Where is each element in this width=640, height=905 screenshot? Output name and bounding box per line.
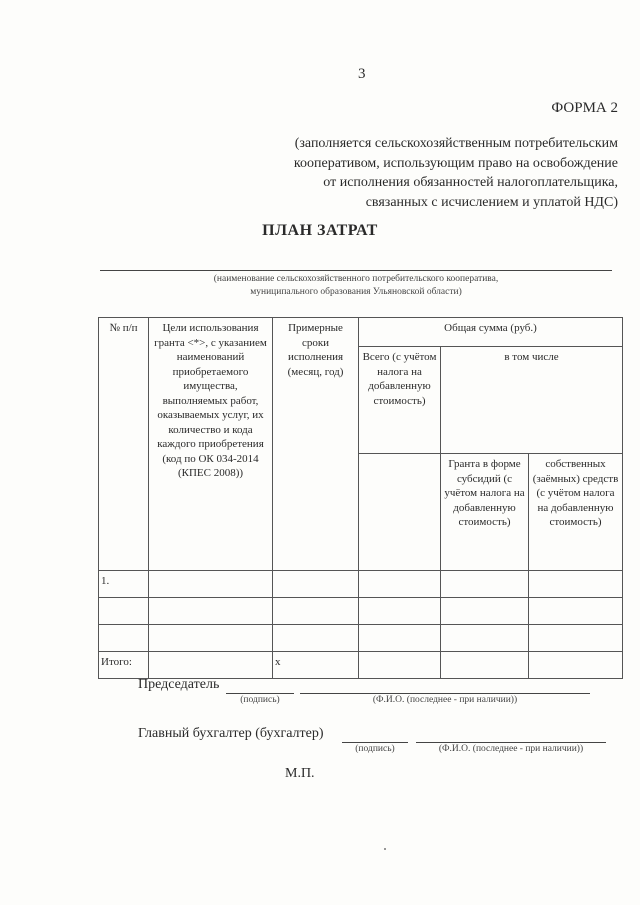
chairman-signature-caption: (подпись) (240, 695, 280, 705)
table-cell[interactable] (149, 652, 273, 679)
header-total: Всего (с учётом налога на добавленную стоимость) (359, 347, 441, 454)
caption-line: (наименование сельскохозяйственного потребительского кооператива, (213, 274, 499, 284)
header-terms: Примерные сроки исполнения (месяц, год) (273, 318, 359, 571)
table-cell[interactable] (273, 598, 359, 625)
table-cell[interactable] (529, 571, 623, 598)
table-cell[interactable] (441, 625, 529, 652)
table-cell[interactable] (529, 598, 623, 625)
table-cell[interactable] (149, 598, 273, 625)
table-cell[interactable] (441, 598, 529, 625)
table-total-row (99, 652, 623, 679)
table-cell[interactable] (441, 652, 529, 679)
header-own-funds: собственных (заёмных) средств (с учётом налога на добавленную стоимость) (529, 454, 623, 571)
accountant-name-line[interactable] (416, 742, 606, 743)
page-title: ПЛАН ЗАТРАТ (262, 222, 378, 239)
cooperative-name-line[interactable] (100, 270, 612, 271)
header-purpose: Цели использования гранта <*>, с указанием наименований приобретаемого имущества, выполняемых работ, оказываемых услуг, их количество и кода каждого приобретения (код по ОК 034-2014 (КПЕС 2008)) (149, 318, 273, 571)
chairman-signature-line[interactable] (226, 693, 294, 694)
header-total-sum: Общая сумма (руб.) (359, 318, 623, 347)
header-number: № п/п (99, 318, 149, 571)
total-label: Итого: (99, 652, 149, 679)
table-cell[interactable] (149, 571, 273, 598)
accountant-name-caption: (Ф.И.О. (последнее - при наличии)) (438, 744, 584, 754)
table-row (99, 625, 623, 652)
table-cell[interactable] (149, 625, 273, 652)
stamp-place: М.П. (285, 766, 315, 781)
table-cell[interactable] (359, 652, 441, 679)
table-cell[interactable] (441, 571, 529, 598)
cost-plan-table (98, 317, 623, 679)
caption-line: муниципального образования Ульяновской области) (250, 287, 462, 297)
table-row (99, 598, 623, 625)
accountant-signature-line[interactable] (342, 742, 408, 743)
table-cell[interactable] (359, 571, 441, 598)
accountant-signature-caption: (подпись) (355, 744, 395, 754)
header-total-empty (359, 454, 441, 571)
row-number: 1. (99, 571, 149, 598)
table-row (99, 571, 623, 598)
table-cell[interactable] (359, 625, 441, 652)
header-grant: Гранта в форме субсидий (с учётом налога на добавленную стоимость) (441, 454, 529, 571)
subtitle-line: от исполнения обязанностей налогоплательщика, (323, 175, 618, 190)
subtitle-line: связанных с исчислением и уплатой НДС) (365, 194, 618, 210)
form-subtitle (198, 134, 618, 212)
table-cell[interactable] (529, 625, 623, 652)
chairman-name-caption: (Ф.И.О. (последнее - при наличии)) (372, 695, 518, 705)
subtitle-line: кооперативом, использующим право на освобождение (293, 155, 618, 171)
table-cell[interactable] (529, 652, 623, 679)
table-cell[interactable] (273, 571, 359, 598)
table-cell[interactable] (359, 598, 441, 625)
form-label: ФОРМА 2 (551, 100, 618, 116)
scan-speck (384, 848, 386, 850)
header-including: в том числе (441, 347, 623, 454)
total-terms-mark: x (273, 652, 359, 679)
subtitle-line: (заполняется сельскохозяйственным потребительским (294, 136, 618, 151)
cooperative-name-caption (100, 273, 612, 299)
chairman-name-line[interactable] (300, 693, 590, 694)
chairman-label: Председатель (138, 677, 220, 692)
accountant-label: Главный бухгалтер (бухгалтер) (138, 726, 324, 741)
page-number: 3 (358, 66, 366, 82)
table-cell[interactable] (99, 625, 149, 652)
table-header-row (99, 318, 623, 347)
table-cell[interactable] (273, 625, 359, 652)
table-cell[interactable] (99, 598, 149, 625)
